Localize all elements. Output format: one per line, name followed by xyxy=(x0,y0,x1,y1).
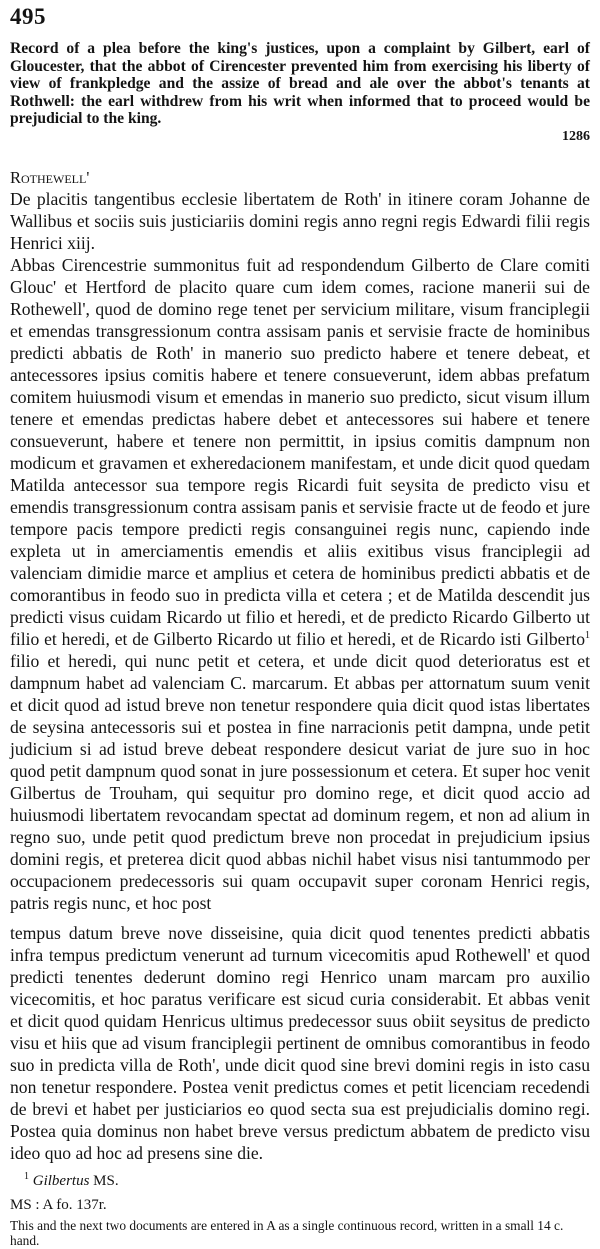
manuscript-reference: MS : A fo. 137r. xyxy=(10,1196,107,1213)
document-page xyxy=(10,0,590,1249)
place-heading: Rothewell' xyxy=(10,167,90,187)
document-summary: Record of a plea before the king's justices, upon a complaint by Gilbert, earl of Gloucester, that the abbot of Cirencester prevented him from exercising his liberty of view of frankpledge and the assize of bread and ale over the abbot's tenants at Rothwell: the earl withdrew from his writ when informed that to proceed would be prejudicial to the king. xyxy=(10,40,590,128)
editor-note: This and the next two documents are entered in A as a single continuous record, written in a small 14 c. hand. xyxy=(10,1217,564,1249)
document-number: 495 xyxy=(10,4,46,29)
paragraph-intro: De placitis tangentibus ecclesie libertatem de Roth' in itinere coram Johanne de Wallibus et sociis suis justiciariis domini regis anno regni regis Edwardi filii regis Henrici xiij. xyxy=(10,188,590,253)
page-break-gap xyxy=(10,914,590,922)
footnote-word: Gilbertus xyxy=(32,1172,90,1189)
footnote-text: MS. xyxy=(89,1172,119,1189)
footnote xyxy=(10,1172,590,1190)
paragraph-continuation: tempus datum breve nove disseisine, quia dicit quod tenentes predicti abbatis infra tempus predictum venerunt ad turnum vicecomitis apud Rothewell' et quod predicti tenentes dederunt domino regi Henrico unam marcam pro auxilio vicecomitis, et hoc paratus verificare est sicud curia considerabit. Et abbas venit et dicit quod quidam Henricus ultimus predecessor suus obiit seysitus de predicto visu et hiis que ad visum franciplegii pertinent de omnibus comorantibus in feodo suo in predicta villa de Roth', unde dicit quod sine brevi domini regis in isto casu non tenetur respondere. Postea venit predictus comes et petit licenciam recedendi de brevi et habet per justiciarios eo quod secta sua est prejudicialis domino regi. Postea quia dominus non habet breve versus predictum abbatem de predicto visu ideo quo ad hoc ad presens sine die. xyxy=(10,922,590,1163)
footnote-marker: 1 xyxy=(585,630,590,642)
footnote-number: 1 xyxy=(24,1170,29,1182)
paragraph-plea-part2: filio et heredi, qui nunc petit et cetera, et unde dicit quod deterioratus est et dampnum habet ad valenciam C. marcarum. Et abbas per attornatum suum venit et dicit quod ad istud breve non tenetur respondere quia dicit quod istas libertates de seysina antecessoris sui et postea in fine narracionis petit dampna, unde petit judicium si ad istud breve debeat respondere desicut variat de jure suo in hoc quod petit dampnum quod sonat in jure possessionum et cetera. Et super hoc venit Gilbertus de Trouham, qui sequitur pro domino rege, et dicit quod accio ad huiusmodi libertatem revocandam spectat ad dominum regem, et non ad alium in regno suo, unde petit quod predictum breve non procedat in prejudicium ipsius domini regis, et preterea dicit quod abbas nichil habet visus nisi tantummodo per occupacionem predecessoris sui quam occupavit super coronam Henrici regis, patris regis nunc, et hoc post xyxy=(10,650,590,913)
paragraph-plea xyxy=(10,254,590,914)
document-year: 1286 xyxy=(562,128,590,144)
paragraph-plea-part1: Abbas Cirencestrie summonitus fuit ad respondendum Gilberto de Clare comiti Glouc' et Hertford de placito quare cum idem comes, racione manerii sui de Rothewell', quod de domino rege tenet per servicium militare, visum franciplegii et emendas transgressionum contra assisam panis et servisie fracte de hominibus predicti abbatis de Roth' in manerio suo predicto habere et tenere debeat, et antecessores ipsius comitis habere et tenere consueverunt, idem abbas prefatum comitem huiusmodi visum et emendas in manerio suo predicto, sicut visum illum tenere et emendas predictas habere debet et antecessores sui habere et tenere consueverunt, habere et tenere non permittit, in ipsius comitis dampnum non modicum et gravamen et exheredacionem manifestam, et unde dicit quod quedam Matilda antecessor sua tempore regis Ricardi fuit seysita de predicto visu et emendis transgressionum contra assisam panis et servisie fracte ut de feodo et jure tempore pacis tempore predicti regis consanguinei regis nunc, capiendo inde expleta ut in amerciamentis emendis et aliis exitibus visus franciplegii ad valenciam dimidie marce et amplius et cetera de hominibus predicti abbatis et de comorantibus in feodo suo in predicta villa et cetera ; et de Matilda descendit jus predicti visus cuidam Ricardo ut filio et heredi, et de predicto Ricardo Gilberto ut filio et heredi, et de Gilberto Ricardo ut filio et heredi, et de Ricardo isti Gilberto xyxy=(10,254,590,649)
